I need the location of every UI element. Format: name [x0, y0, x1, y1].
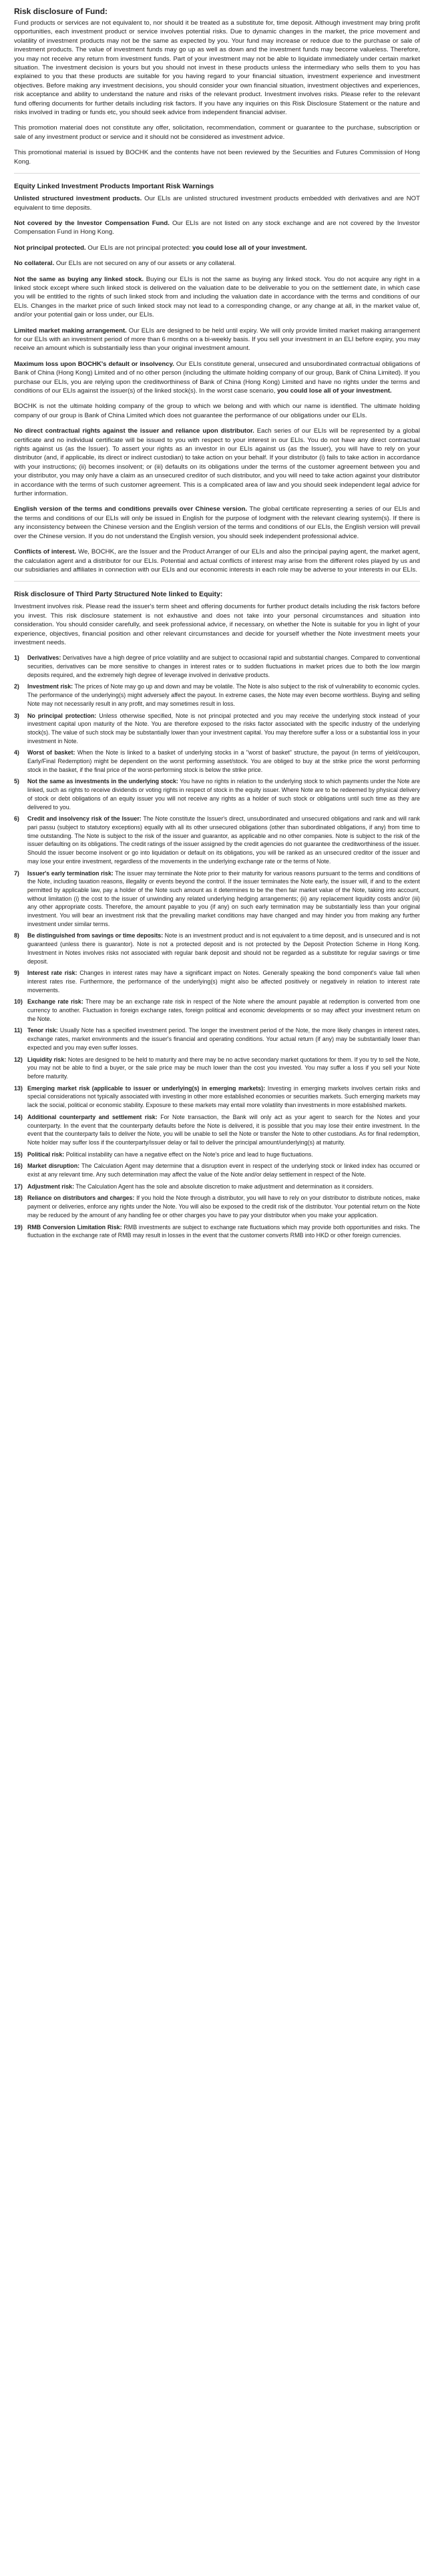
risk-item-number: 1) [14, 654, 19, 662]
risk-list-item [14, 869, 420, 929]
risk-item-number: 5) [14, 778, 19, 785]
risk-item-text: Notes are designed to be held to maturity and there may be no active secondary market quotations for them. If you try to sell the Note, you may not be able to find a buyer, or the sale price may be much lower than the cost you invested. You may suffer a loss if you sell your Note before maturity. [27, 1056, 421, 1080]
risk-item-title: Derivatives: [27, 654, 61, 662]
risk-item-number: 10) [14, 998, 23, 1006]
fund-risk-heading: Risk disclosure of Fund: [14, 7, 108, 16]
eli-warning-title: No collateral. [14, 260, 55, 268]
risk-item-number: 17) [14, 1183, 23, 1190]
risk-list-item [14, 1183, 420, 1191]
risk-item-number: 18) [14, 1195, 23, 1202]
risk-item-body [27, 777, 420, 811]
risk-item-text: You have no rights in relation to the underlying stock to which payments under the Note are linked, such as rights to receive dividends or voting rights in respect of stock in the equity issuer. Where Note are to be redeemed by physical delivery of stock or debt obligations of an equity issuer you will not receive any rights as a holder of such stock or obligations until such time as they are delivered to you. [27, 778, 421, 811]
risk-item-title: Emerging market risk (applicable to issuer or underlying(s) in emerging markets): [27, 1084, 266, 1092]
risk-item-number: 4) [14, 749, 19, 757]
risk-item-text: Changes in interest rates may have a significant impact on Notes. Generally speaking the bond component's value fall when interest rates rise. Furthermore, the performance of the underlying(s) might also be affected positively or negatively in relation to interest rate movements. [27, 970, 420, 994]
risk-item-title: Worst of basket: [27, 749, 75, 757]
risk-item-number: 8) [14, 932, 19, 939]
risk-item-text: Derivatives have a high degree of price volatility and are subject to occasional rapid and substantial changes. Compared to conventional securities, derivatives can be more sensitive to changes in interest rates or to sudden fluctuations in market prices due to both the low margin deposits required, and the extremely high degree of leverage involved in derivative products. [27, 654, 420, 678]
risk-item-body [27, 931, 420, 965]
fund-risk-paragraph: Fund products or services are not equivalent to, nor should it be treated as a substitute for, time deposit. Although investment may bring profit opportunities, each investment product or service involves potential risks. Due to dynamic changes in the market, the price movement and volatility of investment products may not be the same as expected by you. Your fund may increase or reduce due to the purchase or sale of investment products. The value of investment funds may go up as well as down and the investment funds may become valueless. Therefore, you may not receive any return from investment funds. Part of your investment may not be able to liquidate immediately under certain market situation. The investment decision is yours but you should not invest in these products unless the intermediary who sells them to you has explained to you that these products are suitable for you having regard to your financial situation, investment experience and investment objectives. Before making any investment decisions, you should consider your own financial situation, investment objectives and experiences, risk acceptance and ability to understand the nature and risks of the relevant product. Investment involves risks. Please refer to the relevant fund offering documents for further details including risk factors. If you have any inquiries on this Risk Disclosure Statement or the nature and risks involved in trading or funds etc, you should seek advice from independent financial adviser. [14, 19, 420, 117]
risk-list-item [14, 931, 420, 965]
risk-list-item [14, 1026, 420, 1052]
risk-item-title: Investment risk: [27, 683, 73, 690]
risk-item-body [27, 869, 420, 929]
risk-list-item [14, 1056, 420, 1081]
eli-warning-text: Our ELIs constitute general, unsecured and unsubordinated contractual obligations of Bank of China (Hong Kong) Limited and of no other person (including the ultimate holding company of our group, Bank of China Limited). If you purchase our ELIs, you are relying upon the creditworthiness of Bank of China (Hong Kong) Limited and have no rights under the terms and conditions of our ELIs against the issuer(s) of the linked stock(s). In the worst case scenario, [14, 360, 420, 395]
risk-item-title: Not the same as investments in the underlying stock: [27, 778, 178, 785]
eli-warning-text: Our ELIs are not principal protected: [85, 244, 193, 252]
risk-list-item [14, 654, 420, 679]
risk-list-item [14, 1162, 420, 1178]
risk-list-item [14, 748, 420, 774]
risk-item-text: RMB investments are subject to exchange rate fluctuations which may provide both opportunities and risks. The fluctuation in the exchange rate of RMB may result in losses in the event that the customer converts RMB into HKD or other foreign currencies. [27, 1223, 420, 1239]
risk-item-number: 7) [14, 869, 19, 877]
eli-warning-text: Buying our ELIs is not the same as buying any linked stock. You do not acquire any right in a linked stock except where such linked stock is delivered on the valuation date to be deliverable to you on the settlement date, in which case you will be entitled to the rights of such linked stock from and including the valuation date in accordance with the terms and conditions of our ELIs. Changes in the market price of such linked stock may not lead to a corresponding change, or any change at all, in the market value of, and/or your potential gain or loss under, our ELIs. [14, 275, 420, 319]
risk-item-number: 12) [14, 1056, 23, 1063]
risk-item-number: 2) [14, 683, 19, 690]
eli-warning-item [14, 275, 420, 320]
risk-item-text: Investing in emerging markets involves certain risks and special considerations not typically associated with investing in other more established economies or securities markets. Such emerging markets may lack the social, political or economic stability. Exposure to these markets may entail more volatility than investments in more established markets. [27, 1084, 421, 1109]
risk-item-title: Interest rate risk: [27, 970, 77, 977]
risk-item-body [27, 998, 420, 1023]
risk-item-text: If you hold the Note through a distributor, you will have to rely on your distributor to distribute notices, make payment or deliveries, enforce any rights under the Note. You will also be exposed to the credit risk of the distributor. Your potential return on the Note may be reduced by the amount of any handling fee or other charges you have to pay your distributor when you make your application. [27, 1195, 420, 1219]
risk-item-number: 9) [14, 970, 19, 977]
eli-warning-item [14, 548, 420, 574]
risk-list-item [14, 1113, 420, 1147]
eli-warning-title: Unlisted structured investment products. [14, 195, 142, 203]
eli-warning-text: Our ELIs are not listed on any stock exchange and are not covered by the Investor Compensation Fund in Hong Kong. [14, 219, 420, 236]
eli-warning-text: Each series of our ELIs will be represented by a global certificate and no individual certificate will be issued to you with respect to your interest in our ELIs. You do not have any direct contractual rights against us (as the Issuer). To assert your rights as an investor in our ELIs against us (as the Issuer), you will have to rely on your distributor (and, if applicable, its direct or indirect custodian) to take action on your behalf. If your distributor (i) fails to take action in accordance with your instructions; (ii) becomes insolvent; or (iii) defaults on its obligations under the terms of the customer agreement between you and your distributor, you may only have a claim as an unsecured creditor of such distributor, and you will need to take action against your distributor in accordance with the terms of such customer agreement. This is a complicated area of law and you should seek independent legal advice for further information. [14, 427, 420, 498]
third-party-heading: Risk disclosure of Third Party Structured Note linked to Equity: [14, 591, 223, 599]
risk-item-number: 19) [14, 1223, 23, 1231]
eli-warning-text: Our ELIs are designed to be held until expiry. We will only provide limited market making arrangement for our ELIs with an investment period of more than 6 months on a bi-weekly basis. If you sell your investment in an ELI before expiry, you may receive an amount which is substantially less than your original investment amount. [14, 327, 421, 353]
risk-item-title: Political risk: [27, 1150, 65, 1158]
risk-item-text: There may be an exchange rate risk in respect of the Note where the amount payable at redemption is converted from one currency to another. Fluctuation in foreign exchange rates, foreign political and economic developments or so may affect your investment return on the Note. [27, 998, 420, 1022]
risk-list-item [14, 969, 420, 994]
eli-warning-title: English version of the terms and conditions prevails over Chinese version. [14, 505, 248, 513]
risk-item-body [27, 1223, 420, 1240]
third-party-intro: Investment involves risk. Please read the issuer's term sheet and offering documents for further product details including the risk factors before you invest. This risk disclosure statement is not exhaustive and does not take into your personal circumstances and situation into consideration. You should consider carefully, and seek professional advice, if necessary, on whether the Note is suitable for you in light of your experience, objectives, financial position and other relevant circumstances and decide for yourself whether the Note investment meets your investment needs. [14, 603, 420, 646]
risk-item-title: Adjustment risk: [27, 1183, 75, 1190]
risk-item-text: Political instability can have a negative effect on the Note's price and lead to huge fluctuations. [64, 1150, 313, 1158]
risk-item-title: Tenor risk: [27, 1027, 58, 1034]
eli-warning-item [14, 244, 420, 252]
risk-list-item [14, 1223, 420, 1240]
eli-warning-title: Not covered by the Investor Compensation Fund. [14, 219, 170, 227]
risk-item-text: The prices of Note may go up and down and may be volatile. The Note is also subject to the risk of vulnerability to economic cycles. The performance of the underlying(s) might adversely affect the payout. In extreme cases, the Note may even become worthless. Buying and selling Note may not necessarily result in any profit, and may sometimes result in loss. [27, 683, 420, 707]
risk-item-text: When the Note is linked to a basket of underlying stocks in a "worst of basket" structure, the payout (in terms of yield/coupon, Early/Final Redemption) might be dependent on the worst performing asset/stock. You are obliged to buy at the strike price the worst performing stock in the basket, if the final price of the worst-performing stock is below the strike price. [27, 749, 420, 773]
risk-item-body [27, 1113, 420, 1147]
risk-item-number: 6) [14, 815, 19, 823]
risk-list-item [14, 777, 420, 811]
risk-list-item [14, 712, 420, 746]
risk-list-item [14, 682, 420, 708]
risk-item-number: 13) [14, 1084, 23, 1092]
risk-item-body [27, 1183, 420, 1191]
risk-item-body [27, 1026, 420, 1052]
risk-item-body [27, 1194, 420, 1219]
eli-warning-item [14, 259, 420, 268]
risk-item-body [27, 815, 420, 865]
risk-item-body [27, 1056, 420, 1081]
risk-item-text: The Note constitute the Issuer's direct, unsubordinated and unsecured obligations and rank and will rank pari passu (subject to statutory exceptions) equally with all its other unsecured obligations (other than subordinated obligations, if any) from time to time outstanding. The Note is subject to the risk of the issuer and guarantor, as applicable and no other companies. Note is subject to the risk of the issuer defaulting on its obligations. The credit ratings of the issuer assigned by the credit agencies do not guarantee the creditworthiness of the issuer. Should the issuer become insolvent or go into liquidation or default on its obligations, you will be ranked as an unsecured creditor of the issuer and may lose your entire investment, regardless of the movements in the underlying exchange rate or the terms of Note. [27, 815, 420, 865]
eli-heading: Equity Linked Investment Products Important Risk Warnings [14, 183, 214, 191]
eli-warning-item [14, 194, 420, 212]
eli-warning-item [14, 219, 420, 237]
eli-warning-title: Maximum loss upon BOCHK's default or insolvency. [14, 360, 174, 368]
risk-item-title: Be distinguished from savings or time deposits: [27, 932, 164, 939]
risk-item-body [27, 1084, 420, 1110]
eli-warning-title: Conflicts of interest. [14, 548, 77, 556]
risk-item-title: Reliance on distributors and charges: [27, 1195, 135, 1202]
eli-warning-title: Limited market making arrangement. [14, 327, 127, 335]
promotion-disclaimer: This promotion material does not constitute any offer, solicitation, recommendation, comment or guarantee to the purchase, subscription or sale of any investment product or service and it should not be considered as investment advice. [14, 124, 420, 141]
eli-section [14, 183, 420, 574]
eli-warning-text: Our ELIs are not secured on any of our assets or any collateral. [54, 260, 236, 268]
risk-item-body [27, 682, 420, 708]
section-divider [14, 173, 420, 174]
risk-item-title: RMB Conversion Limitation Risk: [27, 1223, 122, 1231]
risk-item-text: The issuer may terminate the Note prior to their maturity for various reasons pursuant to the terms and conditions of the Note, including taxation reasons, illegality or events beyond the control. If the issuer terminates the Note early, the issuer will, if and to the extent permitted by applicable law, pay a holder of the Note such amount as it determines to be the then fair market value of the Note, taking into account, without limitation (i) the cost to the issuer of unwinding any related underlying hedging arrangements; (ii) any replacement liquidity costs and/or (iii) any other appropriate costs. Therefore, the amount payable to you (if any) on such early termination may be substantially less than your original investment. You will bear an investment risk that the prevailing market conditions may have changed and may hinder you from making any further investment under similar terms. [27, 869, 420, 927]
document-page [0, 0, 434, 1240]
risk-list-item [14, 815, 420, 865]
risk-item-title: Issuer's early termination risk: [27, 869, 114, 877]
risk-item-text: The Calculation Agent has the sole and absolute discretion to make adjustment and determination as it considers. [74, 1183, 374, 1190]
section-divider [14, 581, 420, 582]
eli-warning-text: The global certificate representing a series of our ELIs and the terms and conditions of our ELIs will only be issued in English for the purpose of lodgment with the relevant clearing system(s). If there is any inconsistency between the Chinese version and the English version of the terms and conditions of our ELIs, the English version will prevail over the Chinese version. If you do not understand the English version, you should seek independent professional advice. [14, 505, 420, 540]
eli-warning-text: BOCHK is not the ultimate holding company of the group to which we belong and with which our name is identified. The ultimate holding company of our group is Bank of China Limited which does not guarantee the performance of our obligations under our ELIs. [14, 403, 420, 419]
risk-item-text: Usually Note has a specified investment period. The longer the investment period of the Note, the more likely changes in interest rates, exchange rates, market environments and the issuer's financial and operating conditions. Your actual return (if any) may be substantially lower than expected and you may even suffer losses. [27, 1027, 420, 1051]
risk-list-item [14, 1084, 420, 1110]
eli-warning-item [14, 402, 420, 420]
eli-warning-title: Not the same as buying any linked stock. [14, 275, 144, 283]
risk-item-body [27, 1162, 420, 1178]
risk-item-number: 14) [14, 1113, 23, 1120]
eli-warning-emphasis: you could lose all of your investment. [192, 244, 307, 252]
eli-warning-text: We, BOCHK, are the Issuer and the Product Arranger of our ELIs and also the principal paying agent, the market agent, the calculation agent and a distributor for our ELIs. Potential and actual conflicts of interest may arise from the different roles played by us and our subsidiaries and affiliates in connection with our ELIs and our economic interests in each role may be adverse to your interests in our ELIs. [14, 548, 421, 574]
risk-list-item [14, 1150, 420, 1159]
risk-item-body [27, 712, 420, 746]
eli-warning-item [14, 327, 420, 353]
eli-warning-item [14, 427, 420, 498]
risk-item-text: The Calculation Agent may determine that a disruption event in respect of the underlying stock or linked index has occurred or exist at any relevant time. Any such determination may affect the value of the Note and/or delay settlement in respect of the Note. [27, 1162, 420, 1178]
eli-warning-list [14, 194, 420, 574]
risk-item-number: 3) [14, 712, 19, 719]
risk-item-body [27, 969, 420, 994]
fund-risk-section [14, 7, 420, 166]
eli-warning-text: Our ELIs are unlisted structured investment products embedded with derivatives and are NOT equivalent to time deposits. [14, 195, 421, 212]
eli-warning-title: No direct contractual rights against the issuer and reliance upon distributor. [14, 427, 254, 435]
risk-item-body [27, 654, 420, 679]
risk-list-item [14, 1194, 420, 1219]
risk-item-title: Liquidity risk: [27, 1056, 67, 1063]
eli-warning-item [14, 360, 420, 396]
risk-item-number: 16) [14, 1162, 23, 1170]
risk-item-title: Credit and insolvency risk of the Issuer: [27, 815, 142, 823]
risk-item-body [27, 748, 420, 774]
risk-list-item [14, 998, 420, 1023]
eli-warning-emphasis: you could lose all of your investment. [277, 387, 392, 395]
risk-item-body [27, 1150, 420, 1159]
eli-warning-title: Not principal protected. [14, 244, 86, 252]
risk-item-number: 11) [14, 1027, 23, 1034]
risk-item-text: Unless otherwise specified, Note is not principal protected and you may receive the underlying stock instead of your investment capital upon maturity of the Note. You are therefore exposed to the risks factor associated with the specific industry of the underlying stock(s). The value of such stock may be substantially lower than your investment capital. You may therefore suffer a loss or a substantial loss in your investment in Note. [27, 712, 420, 744]
risk-item-title: Additional counterparty and settlement risk: [27, 1113, 158, 1120]
risk-item-title: Exchange rate risk: [27, 998, 83, 1006]
risk-item-text: For Note transaction, the Bank will only act as your agent to search for the Notes and your counterparty. In the event that the counterparty defaults before the Note is delivered, it is possible that you may lose their entire investment. In the event that the counterparty fails to deliver the Note, you will be unable to sell the Note or transfer the Note to other custodians. As for final redemption, Note holder may suffer loss if the counterparty/issuer delay or fail to deliver the principal amount/underlying(s) at maturity. [27, 1113, 421, 1146]
eli-warning-item [14, 505, 420, 541]
risk-item-text: Note is an investment product and is not equivalent to a time deposit, and is unsecured and is not guaranteed (unless there is guarantor). Note is not a protected deposit and is not protected by the Deposit Protection Scheme in Hong Kong. Investment in Notes involves risks not associated with regular bank deposit and should not be regarded as a substitute for regular savings or time deposit. [27, 932, 420, 965]
risk-item-number: 15) [14, 1150, 23, 1158]
risk-item-title: No principal protection: [27, 712, 97, 719]
third-party-section [14, 591, 420, 1240]
third-party-risk-list [14, 654, 420, 1240]
issuer-statement: This promotional material is issued by BOCHK and the contents have not been reviewed by the Securities and Futures Commission of Hong Kong. [14, 149, 420, 166]
risk-item-title: Market disruption: [27, 1162, 80, 1170]
